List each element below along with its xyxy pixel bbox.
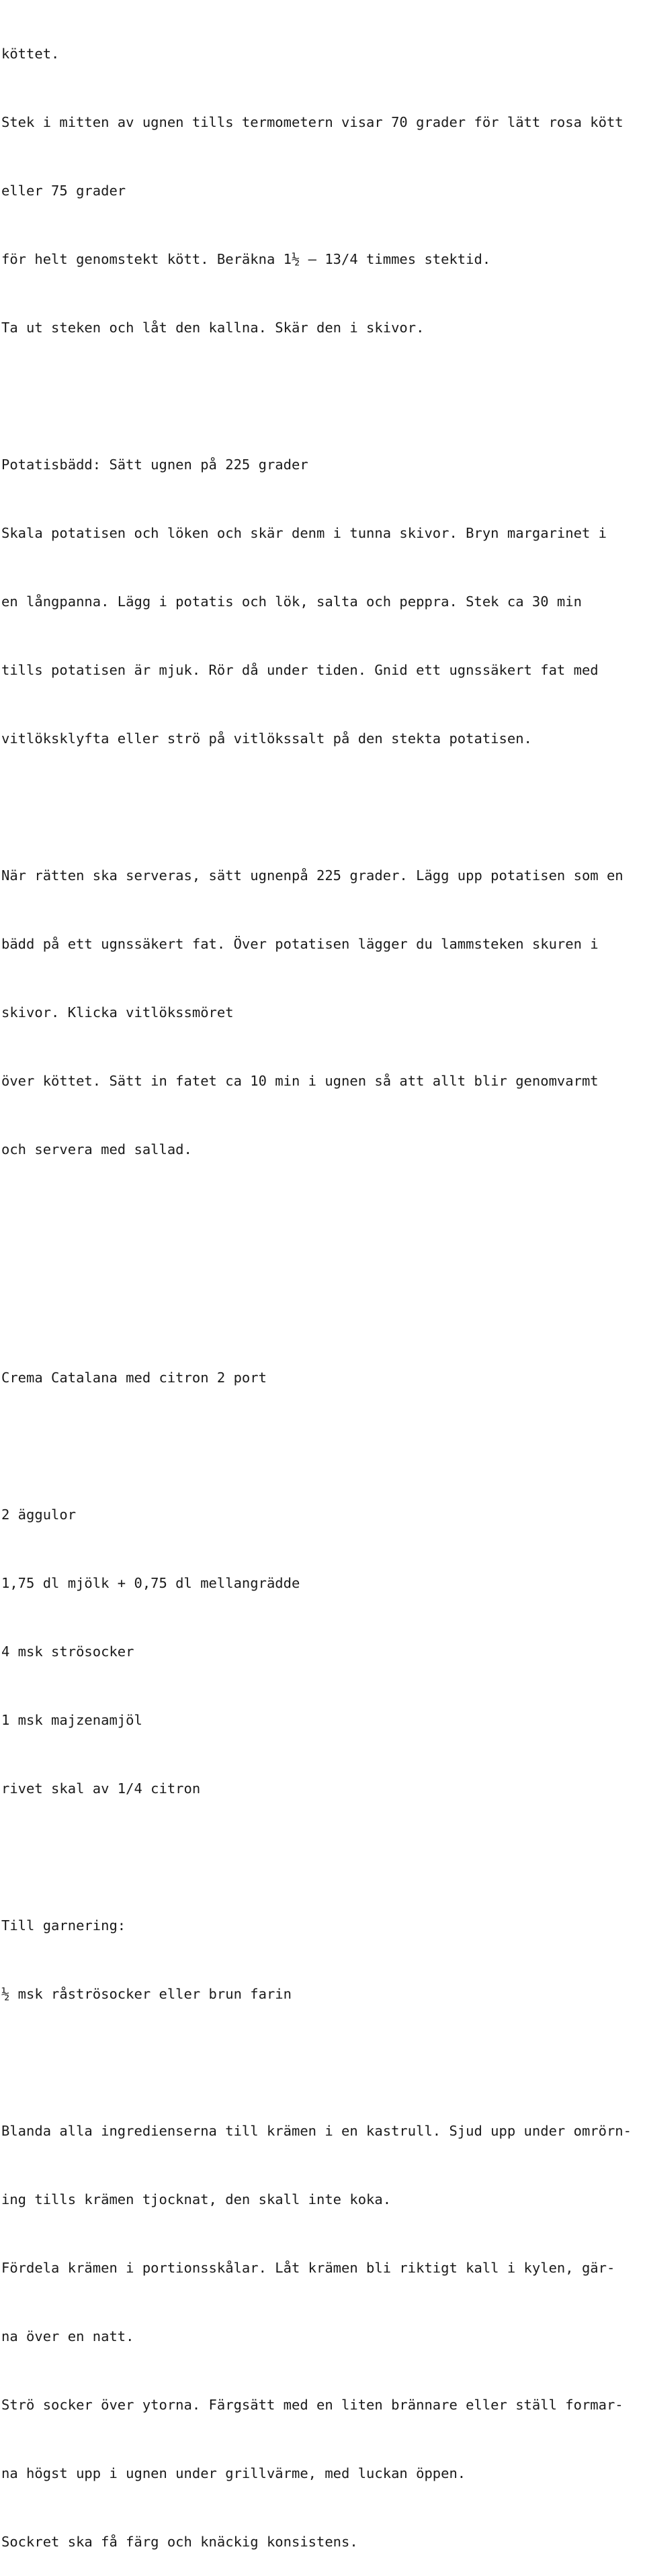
text-line: Potatisbädd: Sätt ugnen på 225 grader	[1, 457, 308, 473]
paragraph-gap	[1, 796, 645, 818]
text-line: och servera med sallad.	[1, 1141, 192, 1157]
text-line: eller 75 grader	[1, 183, 126, 199]
ingredient-line: 1 msk majzenamjöl	[1, 1712, 142, 1728]
document-page	[1, 0, 645, 2576]
garnish-item: ½ msk råströsocker eller brun farin	[1, 1986, 292, 2002]
text-line: bädd på ett ugnssäkert fat. Över potatisen lägger du lammsteken skuren i	[1, 936, 599, 952]
ingredient-line: 1,75 dl mjölk + 0,75 dl mellangrädde	[1, 1575, 300, 1591]
text-line: köttet.	[1, 46, 60, 62]
instruction-line: Fördela krämen i portionsskålar. Låt krämen bli riktigt kall i kylen, gär-	[1, 2260, 615, 2276]
ingredient-line: 4 msk strösocker	[1, 1643, 134, 1660]
text-line: När rätten ska serveras, sätt ugnenpå 225 grader. Lägg upp potatisen som en	[1, 867, 624, 884]
recipe-title: Crema Catalana med citron 2 port	[1, 1370, 267, 1386]
garnish-heading: Till garnering:	[1, 1917, 126, 1934]
instruction-line: Sockret ska få färg och knäckig konsistens.	[1, 2534, 358, 2550]
text-line: vitlöksklyfta eller strö på vitlökssalt på den stekta potatisen.	[1, 730, 532, 747]
ingredient-line: 2 äggulor	[1, 1507, 77, 1523]
instruction-line: Blanda alla ingredienserna till krämen i en kastrull. Sjud upp under omrörn-	[1, 2123, 632, 2139]
text-line: över köttet. Sätt in fatet ca 10 min i ugnen så att allt blir genomvarmt	[1, 1073, 599, 1089]
paragraph-gap	[1, 2051, 645, 2074]
instruction-line: ing tills krämen tjocknat, den skall inte koka.	[1, 2191, 392, 2207]
ingredient-line: rivet skal av 1/4 citron	[1, 1780, 201, 1797]
instruction-line: na högst upp i ugnen under grillvärme, med luckan öppen.	[1, 2465, 466, 2481]
text-line: Skala potatisen och löken och skär denm i tunna skivor. Bryn margarinet i	[1, 525, 607, 541]
instruction-line: Strö socker över ytorna. Färgsätt med en liten brännare eller ställ formar-	[1, 2397, 624, 2413]
section-gap	[1, 1206, 645, 1321]
text-line: Ta ut steken och låt den kallna. Skär den i skivor.	[1, 320, 425, 336]
text-line: en långpanna. Lägg i potatis och lök, salta och peppra. Stek ca 30 min	[1, 593, 582, 610]
text-line: för helt genomstekt kött. Beräkna 1½ – 13/4 timmes stektid.	[1, 251, 491, 267]
text-line: Stek i mitten av ugnen tills termometern visar 70 grader för lätt rosa kött	[1, 114, 624, 130]
text-line: tills potatisen är mjuk. Rör då under tiden. Gnid ett ugnssäkert fat med	[1, 662, 599, 678]
paragraph-gap	[1, 385, 645, 408]
text-line: skivor. Klicka vitlökssmöret	[1, 1004, 234, 1020]
paragraph-gap	[1, 1435, 645, 1458]
instruction-line: na över en natt.	[1, 2328, 134, 2344]
paragraph-gap	[1, 1846, 645, 1868]
